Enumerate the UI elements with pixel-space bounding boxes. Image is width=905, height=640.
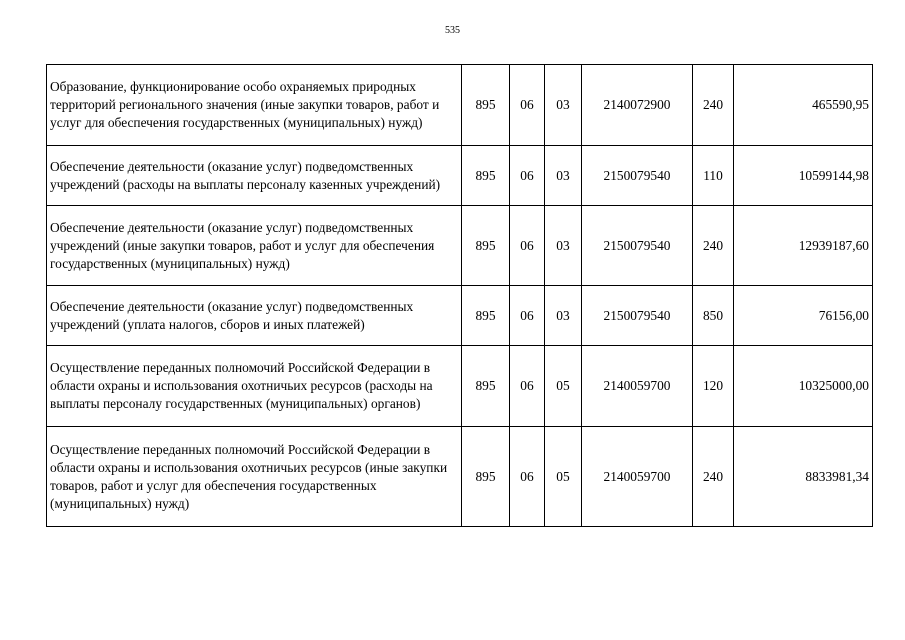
section-code-cell: 06	[510, 65, 545, 146]
section-code-cell: 06	[510, 427, 545, 527]
row-name-cell: Осуществление переданных полномочий Российской Федерации в области охраны и использования охотничьих ресурсов (расходы на выплаты персоналу государственных (муниципальных) органов)	[47, 346, 462, 427]
row-name-cell: Образование, функционирование особо охраняемых природных территорий регионального значения (иные закупки товаров, работ и услуг для обеспечения государственных (муниципальных) нужд)	[47, 65, 462, 146]
ministry-code-cell: 895	[462, 65, 510, 146]
ministry-code-cell: 895	[462, 286, 510, 346]
expense-type-cell: 850	[693, 286, 734, 346]
table-row	[47, 65, 873, 146]
ministry-code-cell: 895	[462, 146, 510, 206]
table-row	[47, 286, 873, 346]
expense-type-cell: 240	[693, 427, 734, 527]
amount-cell: 76156,00	[734, 286, 873, 346]
section-code-cell: 06	[510, 346, 545, 427]
expense-type-cell: 240	[693, 65, 734, 146]
amount-cell: 465590,95	[734, 65, 873, 146]
row-name-cell: Осуществление переданных полномочий Российской Федерации в области охраны и использования охотничьих ресурсов (иные закупки товаров, работ и услуг для обеспечения государственных (муниципальных) нужд)	[47, 427, 462, 527]
subsection-code-cell: 03	[545, 146, 582, 206]
table-row	[47, 427, 873, 527]
subsection-code-cell: 03	[545, 286, 582, 346]
subsection-code-cell: 03	[545, 65, 582, 146]
target-code-cell: 2140059700	[582, 427, 693, 527]
target-code-cell: 2150079540	[582, 146, 693, 206]
expense-type-cell: 120	[693, 346, 734, 427]
row-name-cell: Обеспечение деятельности (оказание услуг) подведомственных учреждений (иные закупки товаров, работ и услуг для обеспечения государственных (муниципальных) нужд)	[47, 206, 462, 286]
expense-type-cell: 110	[693, 146, 734, 206]
table-row	[47, 146, 873, 206]
section-code-cell: 06	[510, 146, 545, 206]
budget-table	[46, 64, 873, 527]
expense-type-cell: 240	[693, 206, 734, 286]
page-number: 535	[445, 25, 460, 36]
row-name-cell: Обеспечение деятельности (оказание услуг) подведомственных учреждений (уплата налогов, сборов и иных платежей)	[47, 286, 462, 346]
section-code-cell: 06	[510, 206, 545, 286]
row-name-cell: Обеспечение деятельности (оказание услуг) подведомственных учреждений (расходы на выплаты персоналу казенных учреждений)	[47, 146, 462, 206]
target-code-cell: 2150079540	[582, 206, 693, 286]
ministry-code-cell: 895	[462, 346, 510, 427]
subsection-code-cell: 05	[545, 427, 582, 527]
target-code-cell: 2140072900	[582, 65, 693, 146]
target-code-cell: 2150079540	[582, 286, 693, 346]
subsection-code-cell: 03	[545, 206, 582, 286]
amount-cell: 8833981,34	[734, 427, 873, 527]
table-row	[47, 346, 873, 427]
ministry-code-cell: 895	[462, 206, 510, 286]
amount-cell: 10599144,98	[734, 146, 873, 206]
table-row	[47, 206, 873, 286]
subsection-code-cell: 05	[545, 346, 582, 427]
ministry-code-cell: 895	[462, 427, 510, 527]
section-code-cell: 06	[510, 286, 545, 346]
amount-cell: 10325000,00	[734, 346, 873, 427]
target-code-cell: 2140059700	[582, 346, 693, 427]
amount-cell: 12939187,60	[734, 206, 873, 286]
